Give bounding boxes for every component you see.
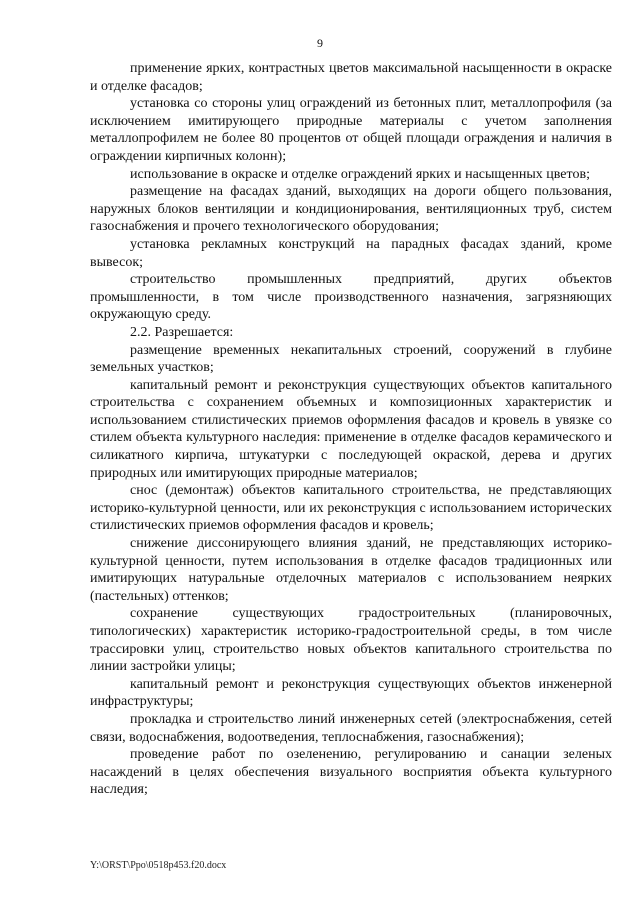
- paragraph: капитальный ремонт и реконструкция существующих объектов инженерной инфраструктуры;: [90, 676, 612, 710]
- paragraph: проведение работ по озеленению, регулированию и санации зеленых насаждений в целях обеспечения визуального восприятия объекта культурного наследия;: [90, 747, 612, 798]
- paragraph: размещение временных некапитальных строений, сооружений в глубине земельных участков;: [90, 342, 612, 376]
- paragraph: применение ярких, контрастных цветов максимальной насыщенности в окраске и отделке фасадов;: [90, 61, 612, 94]
- section-heading: 2.2. Разрешается:: [130, 324, 234, 340]
- document-body: [90, 60, 612, 799]
- paragraph: сохранение существующих градостроительных (планировочных, типологических) характеристик историко-градостроительной среды, в том числе трассировки улиц, строительство новых объектов капитального строительства по линии застройки улицы;: [90, 606, 612, 675]
- paragraph: капитальный ремонт и реконструкция существующих объектов капитального строительства с сохранением объемных и композиционных характеристик и использованием стилистических приемов оформления фасадов и кровель в увязке со стилем объекта культурного наследия: применение в отделке фасадов керамического и силикатного кирпича, штукатурки с последующей окраской, дерева и других природных или имитирующих природные материалов;: [90, 377, 612, 481]
- paragraph: снижение диссонирующего влияния зданий, не представляющих историко-культурной ценности, путем использования в отделке фасадов традиционных или имитирующих натуральные отделочных материалов с использованием неярких (пастельных) оттенков;: [90, 536, 612, 604]
- page-number: 9: [317, 36, 323, 50]
- paragraph: снос (демонтаж) объектов капитального строительства, не представляющих историко-культурной ценности, или их реконструкция с использованием исторических стилистических приемов оформления фасадов и кровель;: [90, 483, 612, 534]
- paragraph: установка рекламных конструкций на парадных фасадах зданий, кроме вывесок;: [90, 236, 612, 270]
- footer-file-path: Y:\ORST\Ppo\0518p453.f20.docx: [90, 860, 227, 871]
- paragraph: установка со стороны улиц ограждений из бетонных плит, металлопрофиля (за исключением имитирующего природные материалы с учетом заполнения металлопрофилем не более 80 процентов от общей площади ограждения и наличия в ограждении кирпичных колонн);: [90, 96, 612, 164]
- paragraph: прокладка и строительство линий инженерных сетей (электроснабжения, сетей связи, водоснабжения, водоотведения, теплоснабжения, газоснабжения);: [90, 711, 612, 745]
- paragraph: использование в окраске и отделке ограждений ярких и насыщенных цветов;: [130, 166, 590, 182]
- paragraph: строительство промышленных предприятий, других объектов промышленности, в том числе производственного назначения, загрязняющих окружающую среду.: [90, 272, 612, 323]
- paragraph: размещение на фасадах зданий, выходящих на дороги общего пользования, наружных блоков вентиляции и кондиционирования, вентиляционных труб, систем газоснабжения и прочего технологического оборудования;: [90, 184, 612, 235]
